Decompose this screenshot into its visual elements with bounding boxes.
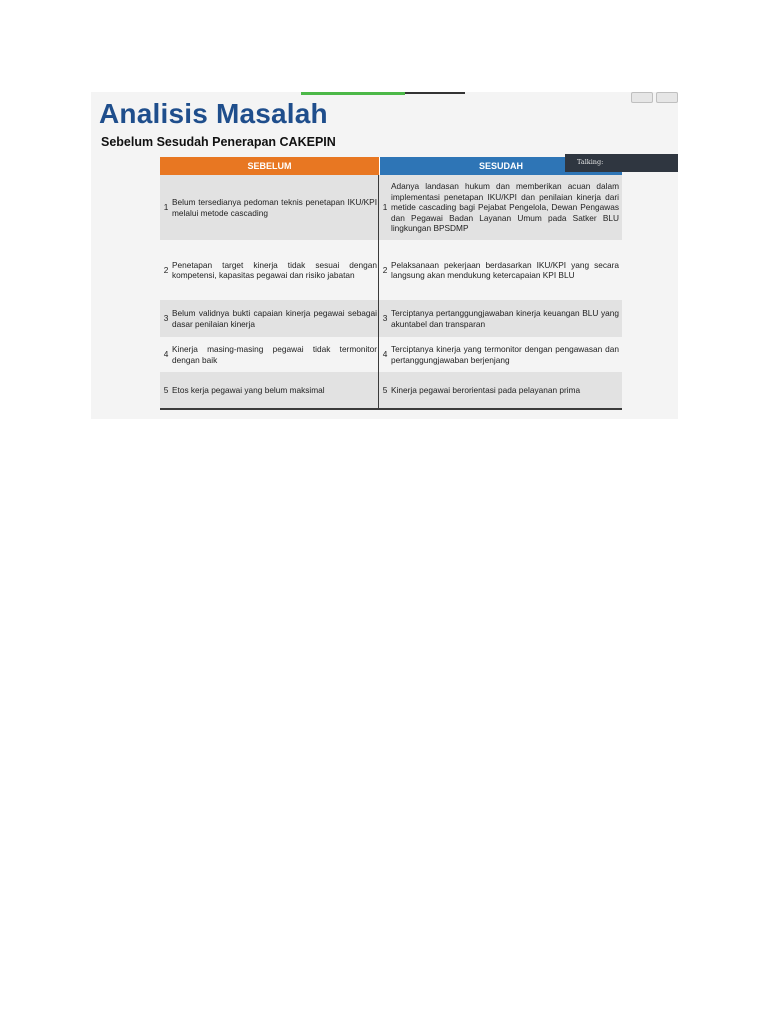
row-number: 1	[382, 202, 388, 213]
cell-text: Penetapan target kinerja tidak sesuai dengan kompetensi, kapasitas pegawai dan risiko jabatan	[172, 259, 377, 280]
cell-text: Terciptanya kinerja yang termonitor dengan pengawasan dan pertanggungjawaban berjenjang	[391, 344, 619, 365]
progress-track	[405, 92, 465, 94]
cell-sesudah	[379, 337, 622, 372]
cell-text: Kinerja pegawai berorientasi pada pelayanan prima	[391, 384, 581, 395]
table-row	[160, 175, 622, 240]
cell-sebelum	[160, 300, 379, 337]
row-number: 3	[382, 313, 388, 324]
row-number: 4	[382, 349, 388, 360]
talking-indicator: Talking:	[565, 154, 678, 172]
table-row	[160, 240, 622, 300]
slide-subtitle: Sebelum Sesudah Penerapan CAKEPIN	[101, 135, 336, 149]
table-row	[160, 372, 622, 408]
cell-text: Adanya landasan hukum dan memberikan acuan dalam implementasi penetapan IKU/KPI dan penilaian kinerja dari metide cascading bagi Pejabat Pengelola, Dewan Pengawas dan Pegawai Badan Layanan Umum pada Satker BLU lingkungan BPSDMP	[391, 181, 619, 234]
comparison-table	[160, 157, 622, 410]
cell-text: Belum tersedianya pedoman teknis penetapan IKU/KPI melalui metode cascading	[172, 197, 377, 218]
row-number: 5	[163, 384, 169, 395]
header-sebelum: SEBELUM	[160, 157, 379, 175]
cell-text: Kinerja masing-masing pegawai tidak termonitor dengan baik	[172, 344, 377, 365]
row-number: 2	[382, 264, 388, 275]
cell-sebelum	[160, 240, 379, 300]
cell-text: Pelaksanaan pekerjaan berdasarkan IKU/KPI yang secara langsung akan mendukung ketercapaian KPI BLU	[391, 259, 619, 280]
cell-sesudah	[379, 240, 622, 300]
control-button[interactable]	[631, 92, 653, 103]
table-row	[160, 300, 622, 337]
row-number: 2	[163, 264, 169, 275]
progress-indicator	[301, 92, 405, 95]
slide	[91, 92, 678, 419]
cell-sesudah	[379, 300, 622, 337]
table-header	[160, 157, 622, 175]
slide-controls	[631, 92, 678, 103]
cell-text: Belum validnya bukti capaian kinerja pegawai sebagai dasar penilaian kinerja	[172, 308, 377, 329]
slide-title: Analisis Masalah	[99, 98, 328, 129]
header-sesudah: SESUDAH	[379, 157, 622, 175]
cell-sebelum	[160, 337, 379, 372]
table-row	[160, 337, 622, 372]
cell-text: Etos kerja pegawai yang belum maksimal	[172, 384, 325, 395]
row-number: 5	[382, 384, 388, 395]
cell-sebelum	[160, 175, 379, 240]
row-number: 3	[163, 313, 169, 324]
control-button[interactable]	[656, 92, 678, 103]
cell-sebelum	[160, 372, 379, 408]
cell-sesudah	[379, 372, 622, 408]
row-number: 4	[163, 349, 169, 360]
cell-text: Terciptanya pertanggungjawaban kinerja keuangan BLU yang akuntabel dan transparan	[391, 308, 619, 329]
row-number: 1	[163, 202, 169, 213]
cell-sesudah	[379, 175, 622, 240]
